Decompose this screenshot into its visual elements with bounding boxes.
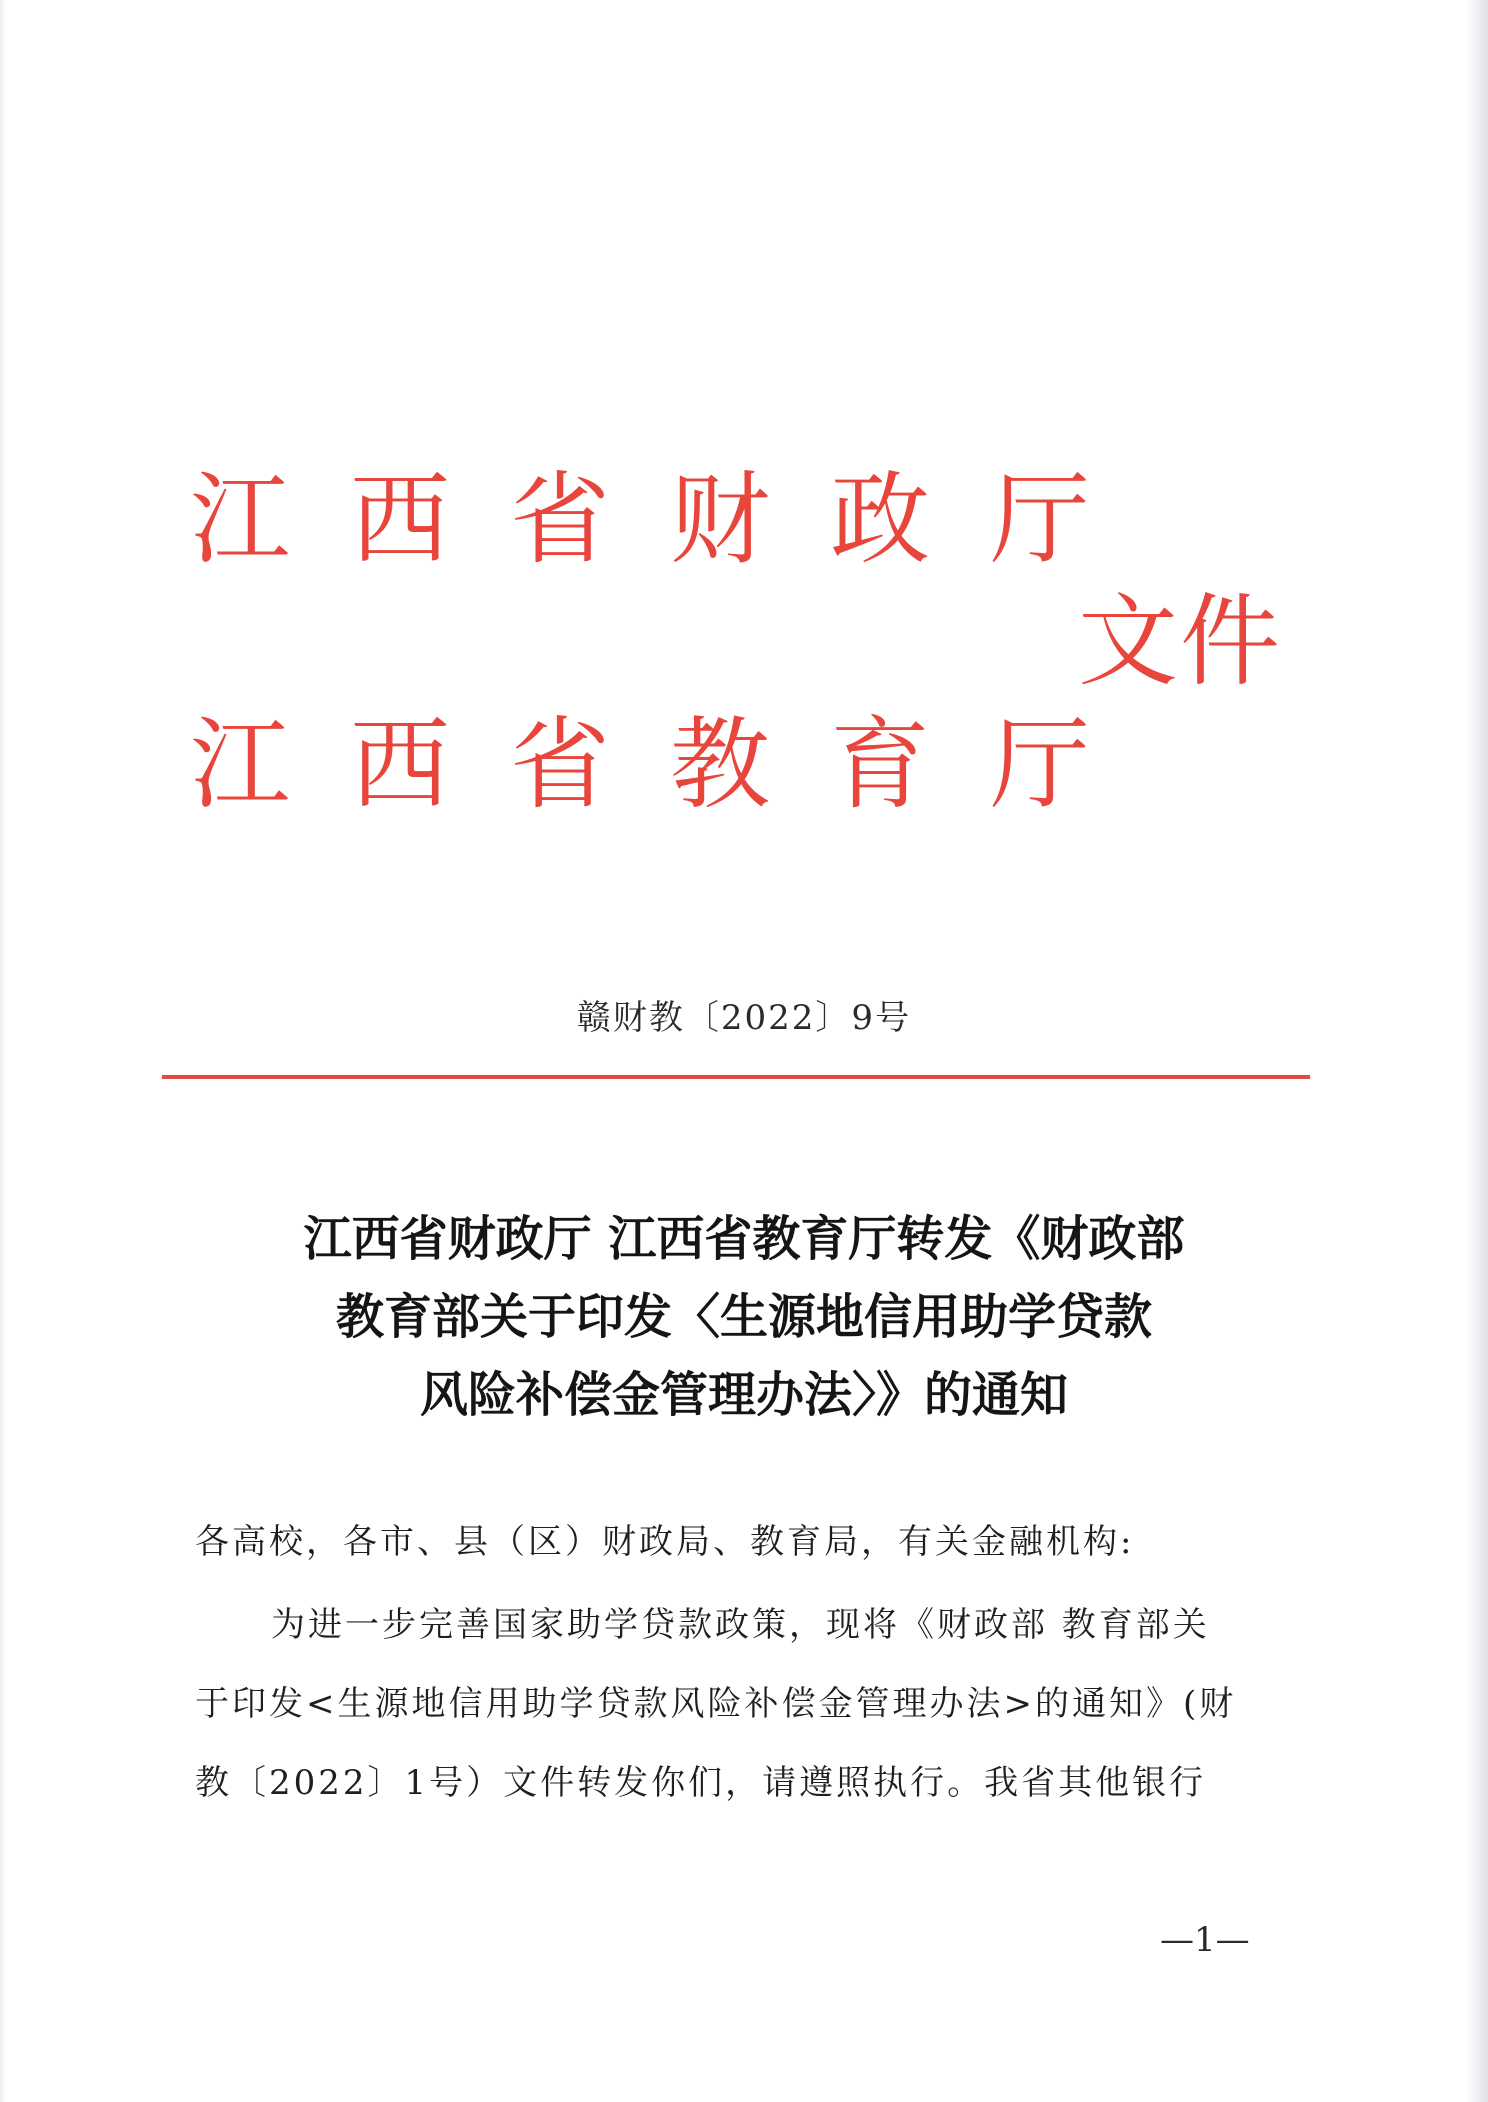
title-line-1: 江西省财政厅 江西省教育厅转发《财政部 [303, 1211, 1185, 1267]
body-paragraph [195, 1586, 1305, 1823]
document-suffix: 文件 [1078, 583, 1282, 700]
red-separator-rule [162, 1075, 1310, 1079]
scan-edge-left [0, 0, 6, 2102]
body-line-1: 为进一步完善国家助学贷款政策，现将《财政部 教育部关 [271, 1605, 1210, 1645]
page-number: —1— [1160, 1920, 1250, 1960]
scan-edge-right [1466, 0, 1488, 2102]
body-line-2: 于印发<生源地信用助学贷款风险补偿金管理办法>的通知》(财 [195, 1684, 1237, 1724]
issuer-education-dept: 江西省教育厅 [190, 706, 1150, 823]
title-line-3: 风险补偿金管理办法〉》的通知 [419, 1367, 1068, 1423]
body-line-3: 教〔2022〕1号）文件转发你们，请遵照执行。我省其他银行 [195, 1763, 1207, 1803]
document-number: 赣财教〔2022〕9号 [576, 998, 912, 1038]
salutation: 各高校，各市、县（区）财政局、教育局，有关金融机构: [195, 1522, 1135, 1562]
title-line-2: 教育部关于印发〈生源地信用助学贷款 [335, 1289, 1152, 1345]
document-title [0, 1200, 1488, 1434]
issuer-finance-dept: 江西省财政厅 [190, 461, 1150, 578]
